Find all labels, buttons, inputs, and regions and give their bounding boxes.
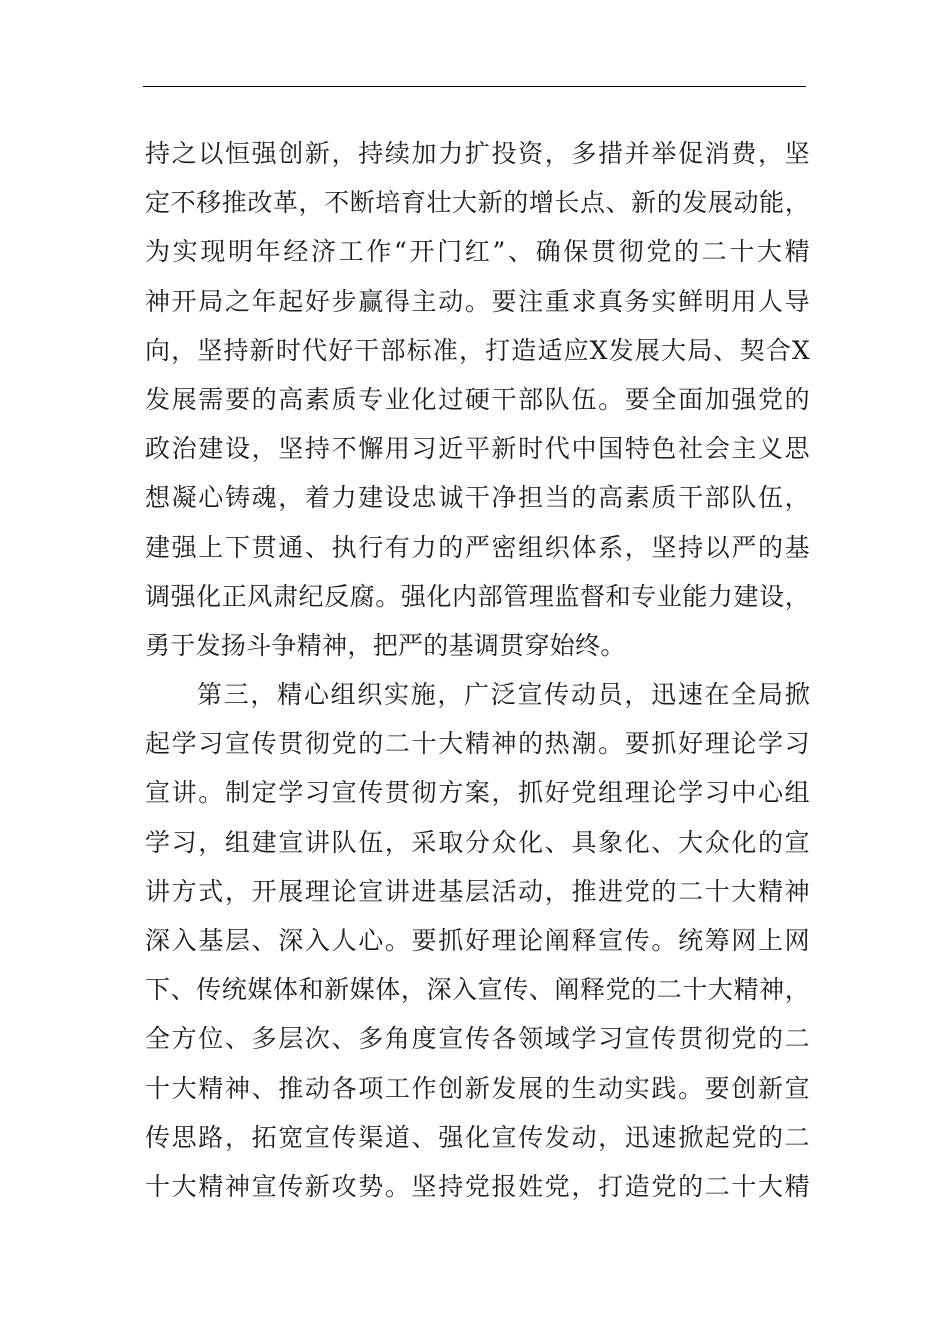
text-line: 向，坚持新时代好干部标准，打造适应X发展大局、契合X: [145, 335, 810, 365]
body-text: [145, 129, 810, 1211]
text-line: 持之以恒强创新，持续加力扩投资，多措并举促消费，坚: [145, 139, 810, 168]
text-line: 定不移推改革，不断培育壮大新的增长点、新的发展动能，: [145, 188, 810, 218]
text-line: 调强化正风肃纪反腐。强化内部管理监督和专业能力建设，: [145, 581, 810, 611]
text-line: 学习，组建宣讲队伍，采取分众化、具象化、大众化的宣: [145, 827, 810, 857]
text-line: 下、传统媒体和新媒体，深入宣传、阐释党的二十大精神，: [145, 975, 810, 1005]
text-line: 十大精神宣传新攻势。坚持党报姓党，打造党的二十大精: [145, 1171, 810, 1201]
text-line: 全方位、多层次、多角度宣传各领域学习宣传贯彻党的二: [145, 1024, 810, 1054]
text-line: 宣讲。制定学习宣传贯彻方案，抓好党组理论学习中心组: [145, 778, 810, 808]
text-line: 十大精神、推动各项工作创新发展的生动实践。要创新宣: [145, 1073, 810, 1103]
paragraph-start-line: 第三，精心组织实施，广泛宣传动员，迅速在全局掀: [197, 680, 810, 710]
text-line: 传思路，拓宽宣传渠道、强化宣传发动，迅速掀起党的二: [145, 1122, 810, 1152]
text-line: 起学习宣传贯彻党的二十大精神的热潮。要抓好理论学习: [145, 729, 810, 759]
text-line: 为实现明年经济工作“开门红”、确保贯彻党的二十大精: [145, 237, 810, 267]
text-line: 神开局之年起好步赢得主动。要注重求真务实鲜明用人导: [145, 286, 810, 316]
text-line: 想凝心铸魂，着力建设忠诚干净担当的高素质干部队伍，: [145, 483, 810, 513]
text-line: 建强上下贯通、执行有力的严密组织体系，坚持以严的基: [145, 532, 810, 562]
text-line: 发展需要的高素质专业化过硬干部队伍。要全面加强党的: [145, 384, 810, 414]
text-line: 讲方式，开展理论宣讲进基层活动，推进党的二十大精神: [145, 876, 810, 906]
text-line: 政治建设，坚持不懈用习近平新时代中国特色社会主义思: [145, 434, 810, 464]
text-line: 深入基层、深入人心。要抓好理论阐释宣传。统筹网上网: [145, 926, 810, 955]
paragraph-end-line: 勇于发扬斗争精神，把严的基调贯穿始终。: [145, 630, 626, 660]
header-rule: [143, 86, 806, 87]
